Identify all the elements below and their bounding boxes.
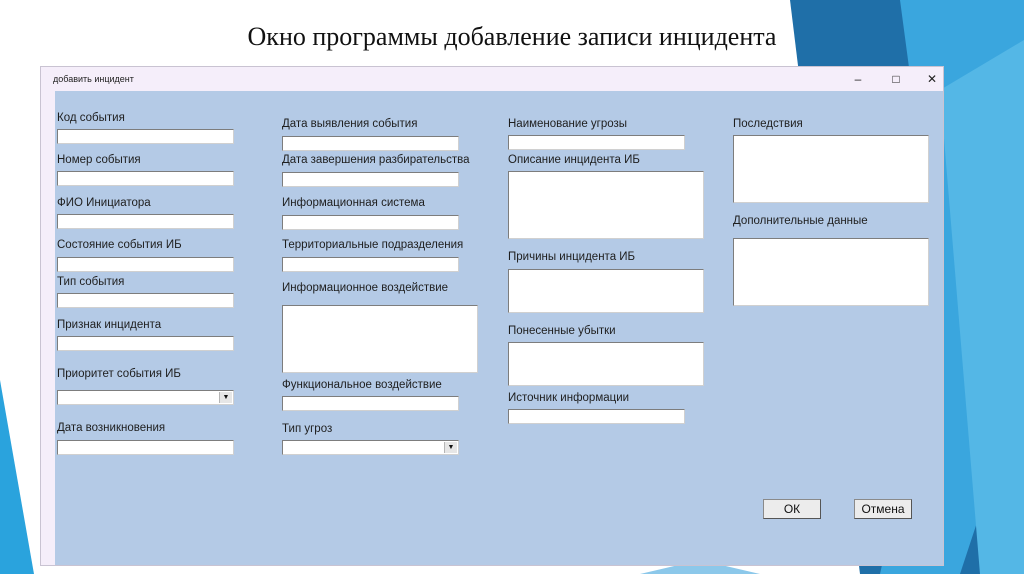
detection-date-input[interactable]	[282, 136, 459, 151]
incident-causes-textarea[interactable]	[508, 269, 704, 313]
threat-type-select[interactable]	[282, 440, 459, 455]
event-priority-select[interactable]	[57, 390, 234, 405]
incident-description-textarea[interactable]	[508, 171, 704, 239]
slide-title: Окно программы добавление записи инцидента	[247, 22, 777, 51]
losses-textarea[interactable]	[508, 342, 704, 386]
functional-impact-label: Функциональное воздействие	[282, 379, 442, 391]
territorial-units-label: Территориальные подразделения	[282, 239, 464, 251]
threat-name-input[interactable]	[508, 135, 685, 150]
window-titlebar[interactable]	[41, 67, 943, 91]
event-number-label: Номер события	[57, 154, 141, 166]
add-incident-window	[40, 66, 944, 566]
event-number-input[interactable]	[57, 171, 234, 186]
incident-sign-label: Признак инцидента	[57, 319, 162, 331]
close-icon[interactable]: ✕	[926, 72, 938, 86]
decor-left-triangle	[0, 380, 34, 574]
event-type-label: Тип события	[57, 276, 125, 288]
maximize-icon[interactable]: □	[892, 72, 900, 86]
detection-date-label: Дата выявления события	[282, 118, 418, 130]
additional-data-label: Дополнительные данные	[733, 215, 868, 227]
losses-label: Понесенные убытки	[508, 325, 616, 337]
dropdown-arrow-icon[interactable]: ▼	[219, 392, 232, 403]
cancel-button[interactable]: Отмена	[854, 499, 912, 519]
threat-name-label: Наименование угрозы	[508, 118, 628, 130]
ok-button[interactable]: ОК	[763, 499, 821, 519]
initiator-name-label: ФИО Инициатора	[57, 197, 151, 209]
event-code-label: Код события	[57, 112, 125, 124]
incident-sign-input[interactable]	[57, 336, 234, 351]
additional-data-textarea[interactable]	[733, 238, 929, 306]
window-title: добавить инцидент	[53, 74, 134, 84]
event-type-input[interactable]	[57, 293, 234, 308]
incident-description-label: Описание инцидента ИБ	[508, 154, 640, 166]
incident-causes-label: Причины инцидента ИБ	[508, 251, 636, 263]
consequences-textarea[interactable]	[733, 135, 929, 203]
dropdown-arrow-icon[interactable]: ▼	[444, 442, 457, 453]
analysis-end-date-label: Дата завершения разбирательства	[282, 154, 470, 166]
info-impact-label: Информационное воздействие	[282, 282, 449, 294]
info-system-label: Информационная система	[282, 197, 425, 209]
territorial-units-input[interactable]	[282, 257, 459, 272]
form-area	[55, 91, 943, 565]
event-state-input[interactable]	[57, 257, 234, 272]
event-state-label: Состояние события ИБ	[57, 239, 182, 251]
initiator-name-input[interactable]	[57, 214, 234, 229]
event-code-input[interactable]	[57, 129, 234, 144]
threat-type-label: Тип угроз	[282, 423, 333, 435]
info-source-input[interactable]	[508, 409, 685, 424]
info-source-label: Источник информации	[508, 392, 630, 404]
occurrence-date-input[interactable]	[57, 440, 234, 455]
functional-impact-input[interactable]	[282, 396, 459, 411]
consequences-label: Последствия	[733, 118, 803, 130]
occurrence-date-label: Дата возникновения	[57, 422, 166, 434]
info-impact-textarea[interactable]	[282, 305, 478, 373]
info-system-input[interactable]	[282, 215, 459, 230]
minimize-icon[interactable]: –	[854, 72, 862, 86]
event-priority-label: Приоритет события ИБ	[57, 368, 181, 380]
analysis-end-date-input[interactable]	[282, 172, 459, 187]
